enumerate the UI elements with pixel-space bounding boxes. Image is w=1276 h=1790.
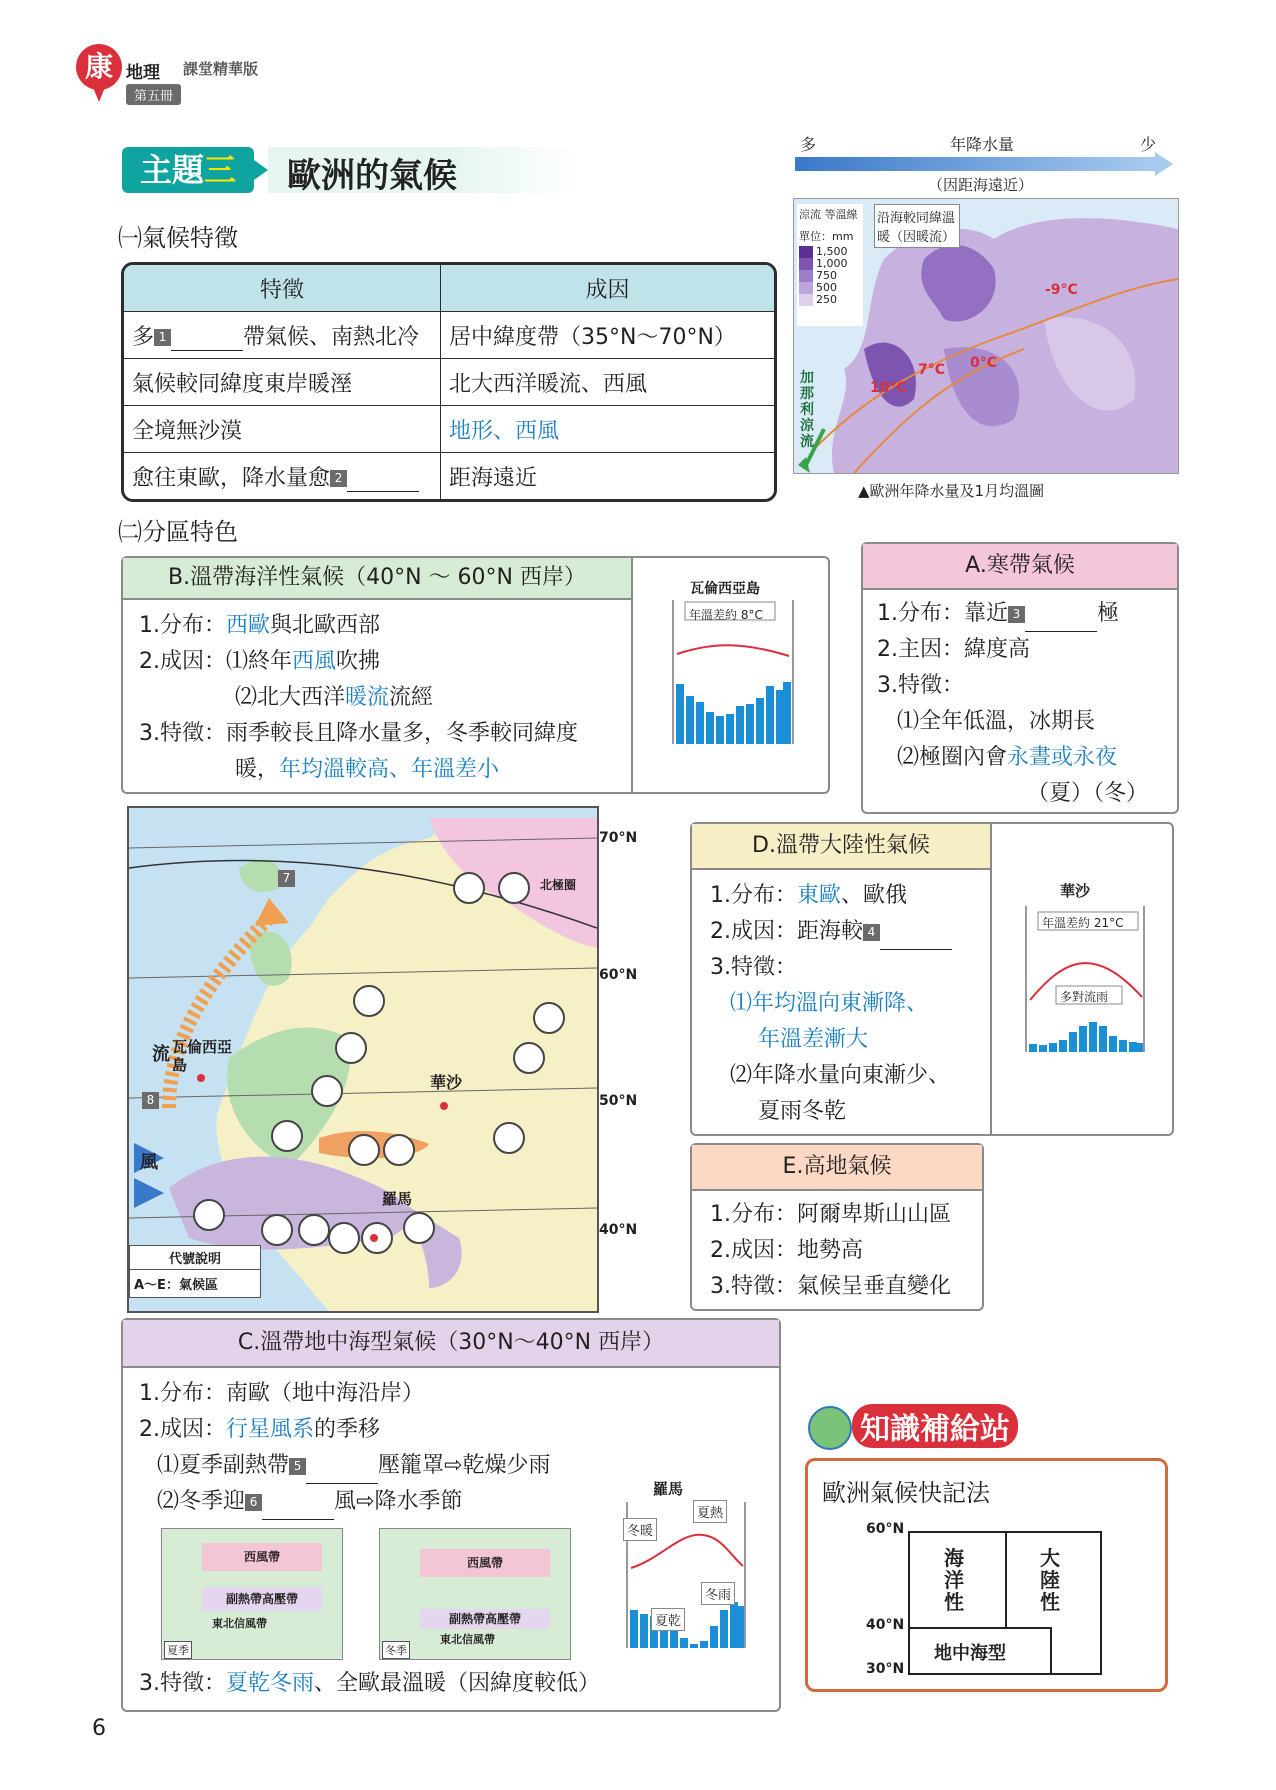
precip-label-more: 多 bbox=[800, 135, 817, 154]
temp-label: -9°C bbox=[1045, 282, 1078, 298]
legend-unit: 單位：mm bbox=[799, 230, 854, 243]
temp-label: 10°C bbox=[870, 380, 907, 396]
temp-label: 7°C bbox=[918, 362, 946, 378]
lat-label: 60°N bbox=[866, 1521, 905, 1537]
rome-note: 夏乾 bbox=[651, 1608, 685, 1631]
table-row: 全境無沙漠 地形、西風 bbox=[124, 406, 774, 453]
precip-map-caption: ▲歐洲年降水量及1月均溫圖 bbox=[858, 482, 1045, 500]
map-legend bbox=[129, 1245, 261, 1298]
book-subtitle: 課堂精華版 bbox=[183, 60, 259, 78]
legend-title: 涼流 等溫線 bbox=[799, 208, 858, 221]
legend-body: A～E：氣候區 bbox=[134, 1278, 218, 1293]
continental-title: D.溫帶大陸性氣候 bbox=[692, 824, 992, 870]
table-header: 特徵 bbox=[124, 265, 441, 312]
lat-label: 70°N bbox=[599, 830, 638, 846]
highland-climate-box: E.高地氣候 1.分布：阿爾卑斯山山區 2.成因：地勢高 3.特徵：氣候呈垂直變化 bbox=[690, 1143, 984, 1311]
topic-arrow-icon bbox=[254, 160, 268, 180]
maritime-title: B.溫帶海洋性氣候（40°N ～ 60°N 西岸） bbox=[123, 558, 633, 600]
table-row: 多 1 帶氣候、南熱北冷 居中緯度帶（35°N～70°N） bbox=[124, 312, 774, 359]
memo-diagram bbox=[908, 1531, 1102, 1675]
quick-memo-box bbox=[805, 1458, 1168, 1692]
table-row: 愈往東歐，降水量愈 2 距海遠近 bbox=[124, 453, 774, 500]
lat-label: 40°N bbox=[866, 1617, 905, 1633]
arctic-circle-label: 北極圈 bbox=[540, 878, 577, 892]
warm-current-callout: 沿海較同緯溫暖（因暖流） bbox=[874, 204, 960, 248]
summer-wind-map: 西風帶 副熱帶高壓帶 東北信風帶 夏季 bbox=[161, 1528, 343, 1660]
section-heading-1: ㈠氣候特徵 bbox=[118, 224, 238, 252]
rome-note: 冬雨 bbox=[701, 1582, 735, 1605]
lat-label: 30°N bbox=[866, 1661, 905, 1677]
continental-label: 大陸性 bbox=[1040, 1546, 1060, 1614]
topic-number: 三 bbox=[204, 151, 237, 189]
mediterranean-climate-box: C.溫帶地中海型氣候（30°N～40°N 西岸） 1.分布：南歐（地中海沿岸） 2.成因：行星風系的季移 ⑴夏季副熱帶 5 壓籠罩⇨乾燥少雨 ⑵冬季迎 6 風⇨降水季節 西風帶 副熱帶高壓帶 東北信風帶 夏季 西風帶 副熱帶高壓帶 東北信風帶 冬季 羅馬 冬暖 夏熱 冬雨 夏乾 3.特徵：夏乾冬雨、全歐最溫暖（因緯度較低） bbox=[121, 1318, 781, 1712]
climate-feature-table bbox=[121, 262, 777, 502]
continental-climate-box: D.溫帶大陸性氣候 1.分布：東歐、歐俄 2.成因：距海較 4 3.特徵： ⑴年均溫向東漸降、 年溫差漸大 ⑵年降水量向東漸少、 夏雨冬乾 華沙 年溫差約 21°C 多對流雨 bbox=[690, 822, 1174, 1136]
knowledge-title: 知識補給站 bbox=[852, 1404, 1018, 1448]
warsaw-label: 華沙 bbox=[430, 1073, 463, 1092]
maritime-climate-box: B.溫帶海洋性氣候（40°N ～ 60°N 西岸） 1.分布：西歐與北歐西部 2.成因：⑴終年西風吹拂 ⑵北大西洋暖流流經 3.特徵：雨季較長且降水量多，冬季較同緯度 暖，年均溫較高、年溫差小 瓦倫西亞島 年溫差約 8°C bbox=[121, 556, 830, 794]
valentia-label: 瓦倫西亞島 bbox=[172, 1038, 233, 1074]
rome-label: 羅馬 bbox=[382, 1190, 413, 1208]
lat-label: 40°N bbox=[599, 1222, 638, 1238]
page-number: 6 bbox=[92, 1716, 106, 1741]
precip-label-less: 少 bbox=[1140, 135, 1157, 154]
subject-title: 地理 bbox=[126, 63, 160, 83]
legend-title: 代號說明 bbox=[130, 1246, 260, 1270]
precip-legend: 涼流 等溫線 單位：mm 1,500 1,000 750 500 250 bbox=[797, 204, 863, 326]
rome-chart-title: 羅馬 bbox=[653, 1480, 684, 1498]
precip-label-title: 年降水量 bbox=[950, 135, 1015, 154]
temp-label: 0°C bbox=[970, 355, 998, 371]
volume-badge: 第五冊 bbox=[126, 84, 181, 105]
table-header: 成因 bbox=[441, 265, 775, 312]
topic-tag bbox=[122, 147, 254, 193]
section-heading-2: ㈡分區特色 bbox=[118, 518, 238, 546]
polar-title: A.寒帶氣候 bbox=[863, 544, 1177, 590]
lat-label: 60°N bbox=[599, 967, 638, 983]
topic-prefix: 主題 bbox=[139, 151, 204, 189]
valentia-chart-title: 瓦倫西亞島 bbox=[690, 581, 760, 597]
mediterranean-label: 地中海型 bbox=[934, 1643, 1006, 1664]
warsaw-chart-note: 年溫差約 21°C bbox=[1042, 916, 1124, 930]
publisher-logo: 康 bbox=[76, 44, 122, 90]
valentia-chart-note: 年溫差約 8°C bbox=[689, 608, 763, 622]
blank-8: 8 bbox=[142, 1090, 159, 1109]
blank-7: 7 bbox=[278, 868, 295, 887]
winter-wind-map: 西風帶 副熱帶高壓帶 東北信風帶 冬季 bbox=[379, 1528, 571, 1660]
arrow-head-icon bbox=[1155, 152, 1173, 176]
globe-icon bbox=[808, 1406, 852, 1450]
lat-label: 50°N bbox=[599, 1093, 638, 1109]
rome-note: 冬暖 bbox=[623, 1518, 657, 1541]
warsaw-chart-title: 華沙 bbox=[1060, 882, 1091, 900]
mediterranean-title: C.溫帶地中海型氣候（30°N～40°N 西岸） bbox=[123, 1320, 779, 1368]
wind-label: 風 bbox=[140, 1152, 158, 1173]
topic-title: 歐洲的氣候 bbox=[287, 156, 457, 196]
logo-pin-icon bbox=[90, 80, 108, 102]
polar-climate-box: A.寒帶氣候 1.分布：靠近 3 極 2.主因：緯度高 3.特徵： ⑴全年低溫，冰期長 ⑵極圈內會永晝或永夜 （夏）（冬） bbox=[861, 542, 1179, 814]
highland-title: E.高地氣候 bbox=[692, 1145, 982, 1191]
table-row: 氣候較同緯度東岸暖溼 北大西洋暖流、西風 bbox=[124, 359, 774, 406]
current-label: 流 bbox=[152, 1044, 170, 1065]
memo-title: 歐洲氣候快記法 bbox=[822, 1479, 990, 1507]
precip-gradient-arrow bbox=[795, 157, 1155, 171]
maritime-label: 海洋性 bbox=[944, 1546, 964, 1614]
precip-note: （因距海遠近） bbox=[928, 176, 1034, 194]
canary-current-label: 加那利涼流 bbox=[800, 370, 814, 450]
rome-note: 夏熱 bbox=[693, 1500, 727, 1523]
warsaw-chart-note2: 多對流雨 bbox=[1060, 990, 1109, 1004]
